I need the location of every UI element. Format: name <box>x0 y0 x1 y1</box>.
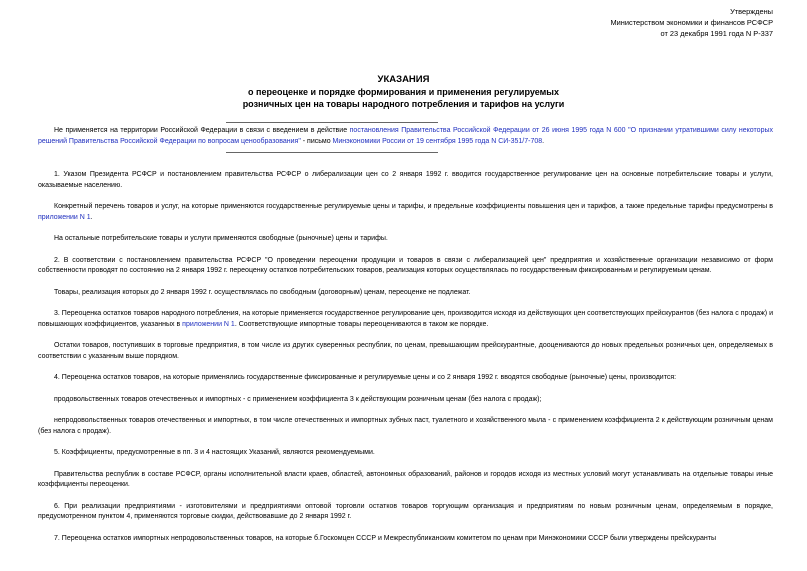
paragraph-2 <box>38 202 773 223</box>
note-text-before: Не применяется на территории Российской Федерации в связи с введением в действие <box>54 127 350 134</box>
note-text-middle: - письмо <box>300 137 333 145</box>
document-title <box>0 73 807 110</box>
link-appendix-1-second[interactable]: приложении N 1 <box>182 320 235 328</box>
paragraph-5: Товары, реализация которых до 2 января 1992 г. осуществлялась по свободным (договорным) ценам, переоценке не подлежат. <box>54 288 471 296</box>
note-text-after: . <box>542 137 545 145</box>
paragraph-7: Остатки товаров, поступивших в торговые предприятия, в том числе из других суверенных республик, по ценам, превышающим прейскурантные, дооцениваются до новых предельных розничных цен, определяемых в соответствии с указанным выше порядком. <box>38 342 773 360</box>
paragraph-3: На остальные потребительские товары и услуги применяются свободные (рыночные) цены и тарифы. <box>54 235 388 242</box>
link-minecon-letter[interactable]: Минэкономики России от 19 сентября 1995 года N СИ-351/7-708 <box>332 137 543 145</box>
approval-line-2: Министерством экономики и финансов РСФСР <box>610 18 773 27</box>
paragraph-6-end: . Соответствующие импортные товары переоцениваются в таком же порядке. <box>234 320 489 328</box>
paragraph-8: 4. Переоценка остатков товаров, на которые применялись государственные фиксированные и регулируемые цены и со 2 января 1992 г. вводятся свободные (рыночные) цены, производится: <box>54 374 677 381</box>
paragraph-13: 6. При реализации предприятиями - изготовителями и предприятиями оптовой торговли остатков товаров торгующим организация и предприятиям по новым розничным ценам, определяемым в порядке, предусмотренном пунктом 4, применяются торговые скидки, действовавшие до 2 января 1992 г. <box>38 502 773 520</box>
paragraph-11: 5. Коэффициенты, предусмотренные в пп. 3 и 4 настоящих Указаний, являются рекомендуемыми. <box>54 449 375 456</box>
paragraph-2-end: . <box>90 213 93 221</box>
note-divider-top <box>226 122 438 123</box>
status-note <box>38 126 773 147</box>
paragraph-6-text: 3. Переоценка остатков товаров народного потребления, на которые применяется государственное регулирование цен, производится исходя из действующих цен соответствующих прейскурантов (без налога с продаж) и повышающих коэффициентов, указанных в <box>38 310 773 328</box>
paragraph-6 <box>38 309 773 330</box>
document-body <box>38 170 773 555</box>
title-heading: УКАЗАНИЯ <box>377 74 430 85</box>
title-line-2: о переоценке и порядке формирования и применения регулируемых <box>248 87 559 97</box>
link-decree-600[interactable]: постановления Правительства Российской Федерации от 26 июня 1995 года N 600 "О признании утратившими силу некоторых решений Правительства Российской Федерации по вопросам ценообразования" <box>38 127 773 145</box>
paragraph-12: Правительства республик в составе РСФСР, органы исполнительной власти краев, областей, автономных образований, районов и городов исходя из местных условий могут устанавливать на отдельные товары иные коэффициенты переоценки. <box>38 470 773 488</box>
paragraph-2-text: Конкретный перечень товаров и услуг, на которые применяются государственные регулируемые цены и тарифы, и предельные коэффициенты повышения цен и тарифов, а также предельные тарифы предусмотрены в <box>54 203 773 210</box>
link-appendix-1[interactable]: приложении N 1 <box>38 213 91 221</box>
note-divider-bottom <box>226 152 438 153</box>
title-line-3: розничных цен на товары народного потребления и тарифов на услуги <box>242 99 565 109</box>
paragraph-9: продовольственных товаров отечественных и импортных - с применением коэффициента 3 к действующим розничным ценам (без налога с продаж); <box>54 395 542 403</box>
paragraph-10: непродовольственных товаров отечественных и импортных, в том числе отечественных и импортных зубных паст, туалетного и хозяйственного мыла - с применением коэффициента 2 к действующим розничным ценам (без налога с продаж). <box>38 417 773 435</box>
approval-stamp <box>611 6 774 39</box>
approval-line-1: Утверждены <box>730 7 773 16</box>
paragraph-1: 1. Указом Президента РСФСР и постановлением правительства РСФСР о либерализации цен со 2 января 1992 г. вводится государственное регулирование цен на основные потребительские товары и услуги, оказываемые населению. <box>38 171 773 189</box>
paragraph-14: 7. Переоценка остатков импортных непродовольственных товаров, на которые б.Госкомцен СССР и Межреспубликанским комитетом по ценам при Минэкономики СССР были утверждены прейскуранты <box>54 534 717 542</box>
approval-line-3: от 23 декабря 1991 года N Р-337 <box>660 29 773 38</box>
paragraph-4: 2. В соответствии с постановлением правительства РСФСР "О проведении переоценки продукции и товаров в связи с либерализацией цен" предприятия и хозяйственные организации независимо от форм собственности проводят по состоянию на 2 января 1992 г. переоценку остатков потребительских товаров, реализация которых осуществлялась по государственным фиксированным и регулируемым ценам. <box>38 256 773 274</box>
